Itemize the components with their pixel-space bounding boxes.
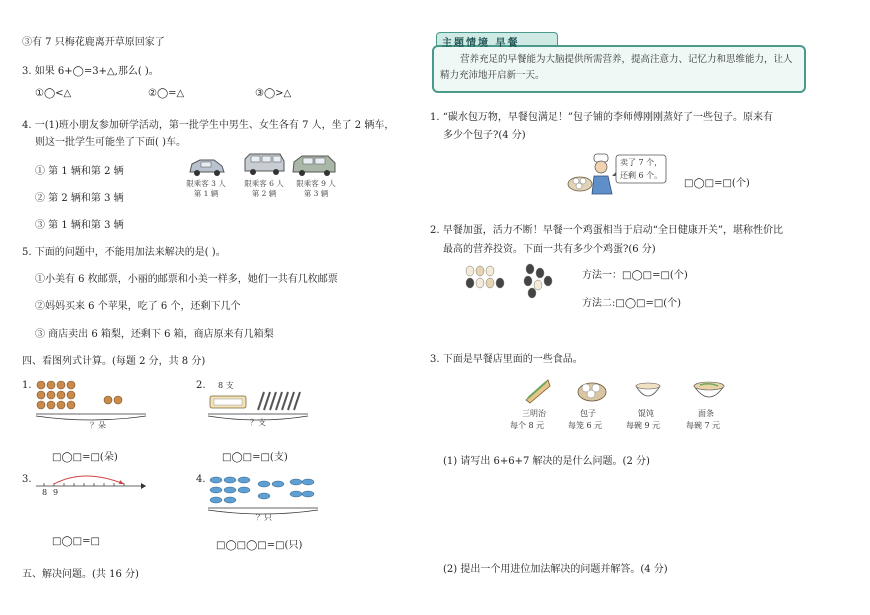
food-2-name: 包子 xyxy=(580,409,596,418)
car-2-capacity: 限乘客 6 人 xyxy=(244,179,284,188)
p1-caption: ？朵 xyxy=(90,421,106,430)
food-1-price: 每个 8 元 xyxy=(510,421,545,430)
banner-text: 营养充足的早餐能为大脑提供所需营养，提高注意力、记忆力和思维能力，让人精力充沛地开启新一天。 xyxy=(440,54,793,81)
q5-option-3: ③ 商店卖出 6 箱梨，还剩下 6 箱，商店原来有几箱梨 xyxy=(35,329,274,340)
car-3-icon xyxy=(290,153,338,177)
r-q1-equation: □◯□=□(个) xyxy=(684,178,750,189)
q4-stem-line1: 4. 一(1)班小朋友参加研学活动，第一批学生中男生、女生各有 7 人，坐了 2 辆车， xyxy=(22,120,395,131)
section-4-title: 四、看图列式计算。(每题 2 分，共 8 分) xyxy=(22,356,206,367)
banner-title: 主题情境 早餐 xyxy=(442,38,520,49)
p1-equation: □◯□=□(朵) xyxy=(52,452,118,463)
food-4-name: 面条 xyxy=(698,409,714,418)
eggs-icon xyxy=(464,263,564,299)
q3-option-1: ①◯<△ xyxy=(35,88,72,99)
q4-stem-line2: 则这一批学生可能坐了下面( )车。 xyxy=(35,137,186,148)
bubble-line2: 还剩 6 个。 xyxy=(620,171,663,180)
p4-caption: ？只 xyxy=(256,513,272,522)
noodle-bowl-icon xyxy=(692,378,726,404)
r-q1-line2: 多少个包子?(4 分) xyxy=(443,130,526,141)
q4-option-2: ② 第 2 辆和第 3 辆 xyxy=(35,193,124,204)
food-4-price: 每碗 7 元 xyxy=(686,421,721,430)
bubble-line1: 卖了 7 个， xyxy=(620,158,663,167)
p2-top-label: 8 支 xyxy=(218,381,234,390)
q5-stem: 5. 下面的问题中，不能用加法来解决的是( )。 xyxy=(22,247,226,258)
p2-equation: □◯□=□(支) xyxy=(222,452,288,463)
p4-equation: □◯□◯□=□(只) xyxy=(216,540,303,551)
sandwich-icon xyxy=(524,376,552,404)
food-3-price: 每碗 9 元 xyxy=(626,421,661,430)
p1-number: 1. xyxy=(22,380,32,391)
q5-option-2: ②妈妈买来 6 个苹果，吃了 6 个，还剩下几个 xyxy=(35,301,241,312)
p3-tick-8: 8 xyxy=(42,488,48,497)
r-q2-line2: 最高的营养投资。下面一共有多少个鸡蛋?(6 分) xyxy=(443,244,656,255)
q4-option-1: ① 第 1 辆和第 2 辆 xyxy=(35,166,124,177)
wonton-bowl-icon xyxy=(634,376,662,404)
car-2-icon xyxy=(242,152,286,176)
food-1-name: 三明治 xyxy=(522,409,546,418)
p4-number: 4. xyxy=(196,474,206,485)
baozi-icon xyxy=(576,374,608,404)
car-2-label: 第 2 辆 xyxy=(251,189,277,198)
car-3-label: 第 3 辆 xyxy=(303,189,329,198)
q3-stem: 3. 如果 6+◯=3+△,那么( )。 xyxy=(22,66,159,77)
section-5-title: 五、解决问题。(共 16 分) xyxy=(22,569,139,580)
q3-option-3: ③◯>△ xyxy=(255,88,292,99)
q5-option-1: ①小美有 6 枚邮票，小丽的邮票和小美一样多，她们一共有几枚邮票 xyxy=(35,274,338,285)
fish-icon xyxy=(208,472,320,514)
food-2-price: 每笼 6 元 xyxy=(568,421,603,430)
car-3-capacity: 限乘客 9 人 xyxy=(296,179,336,188)
food-3-name: 馄饨 xyxy=(638,409,654,418)
r-q2-line1: 2. 早餐加蛋，活力不断！早餐一个鸡蛋相当于启动“全日健康开关”，堪称性价比 xyxy=(430,225,783,236)
r-q3-sub1: (1) 请写出 6+6+7 解决的是什么问题。(2 分) xyxy=(443,456,650,467)
p3-equation: □◯□=□ xyxy=(52,536,100,547)
q2-option-3: ③有 7 只梅花鹿离开草原回家了 xyxy=(22,37,165,48)
p3-number: 3. xyxy=(22,474,32,485)
p2-number: 2. xyxy=(196,380,206,391)
car-1-label: 第 1 辆 xyxy=(193,189,219,198)
r-q3-sub2: (2) 提出一个用进位加法解决的问题并解答。(4 分) xyxy=(443,564,668,575)
car-1-icon xyxy=(186,156,226,178)
car-1-capacity: 限乘客 3 人 xyxy=(186,179,226,188)
q3-option-2: ②◯=△ xyxy=(148,88,185,99)
r-q3-stem: 3. 下面是早餐店里面的一些食品。 xyxy=(430,354,583,365)
r-q1-line1: 1. “碳水包万物，早餐包满足！”包子铺的李师傅刚刚蒸好了一些包子。原来有 xyxy=(430,112,773,123)
q4-option-3: ③ 第 1 辆和第 3 辆 xyxy=(35,220,124,231)
p3-tick-9: 9 xyxy=(53,488,59,497)
r-q2-method2: 方法二:□◯□=□(个) xyxy=(582,298,682,309)
p2-caption: ？支 xyxy=(250,418,266,427)
mushrooms-icon xyxy=(36,380,156,420)
r-q2-method1: 方法一：□◯□=□(个) xyxy=(582,270,688,281)
